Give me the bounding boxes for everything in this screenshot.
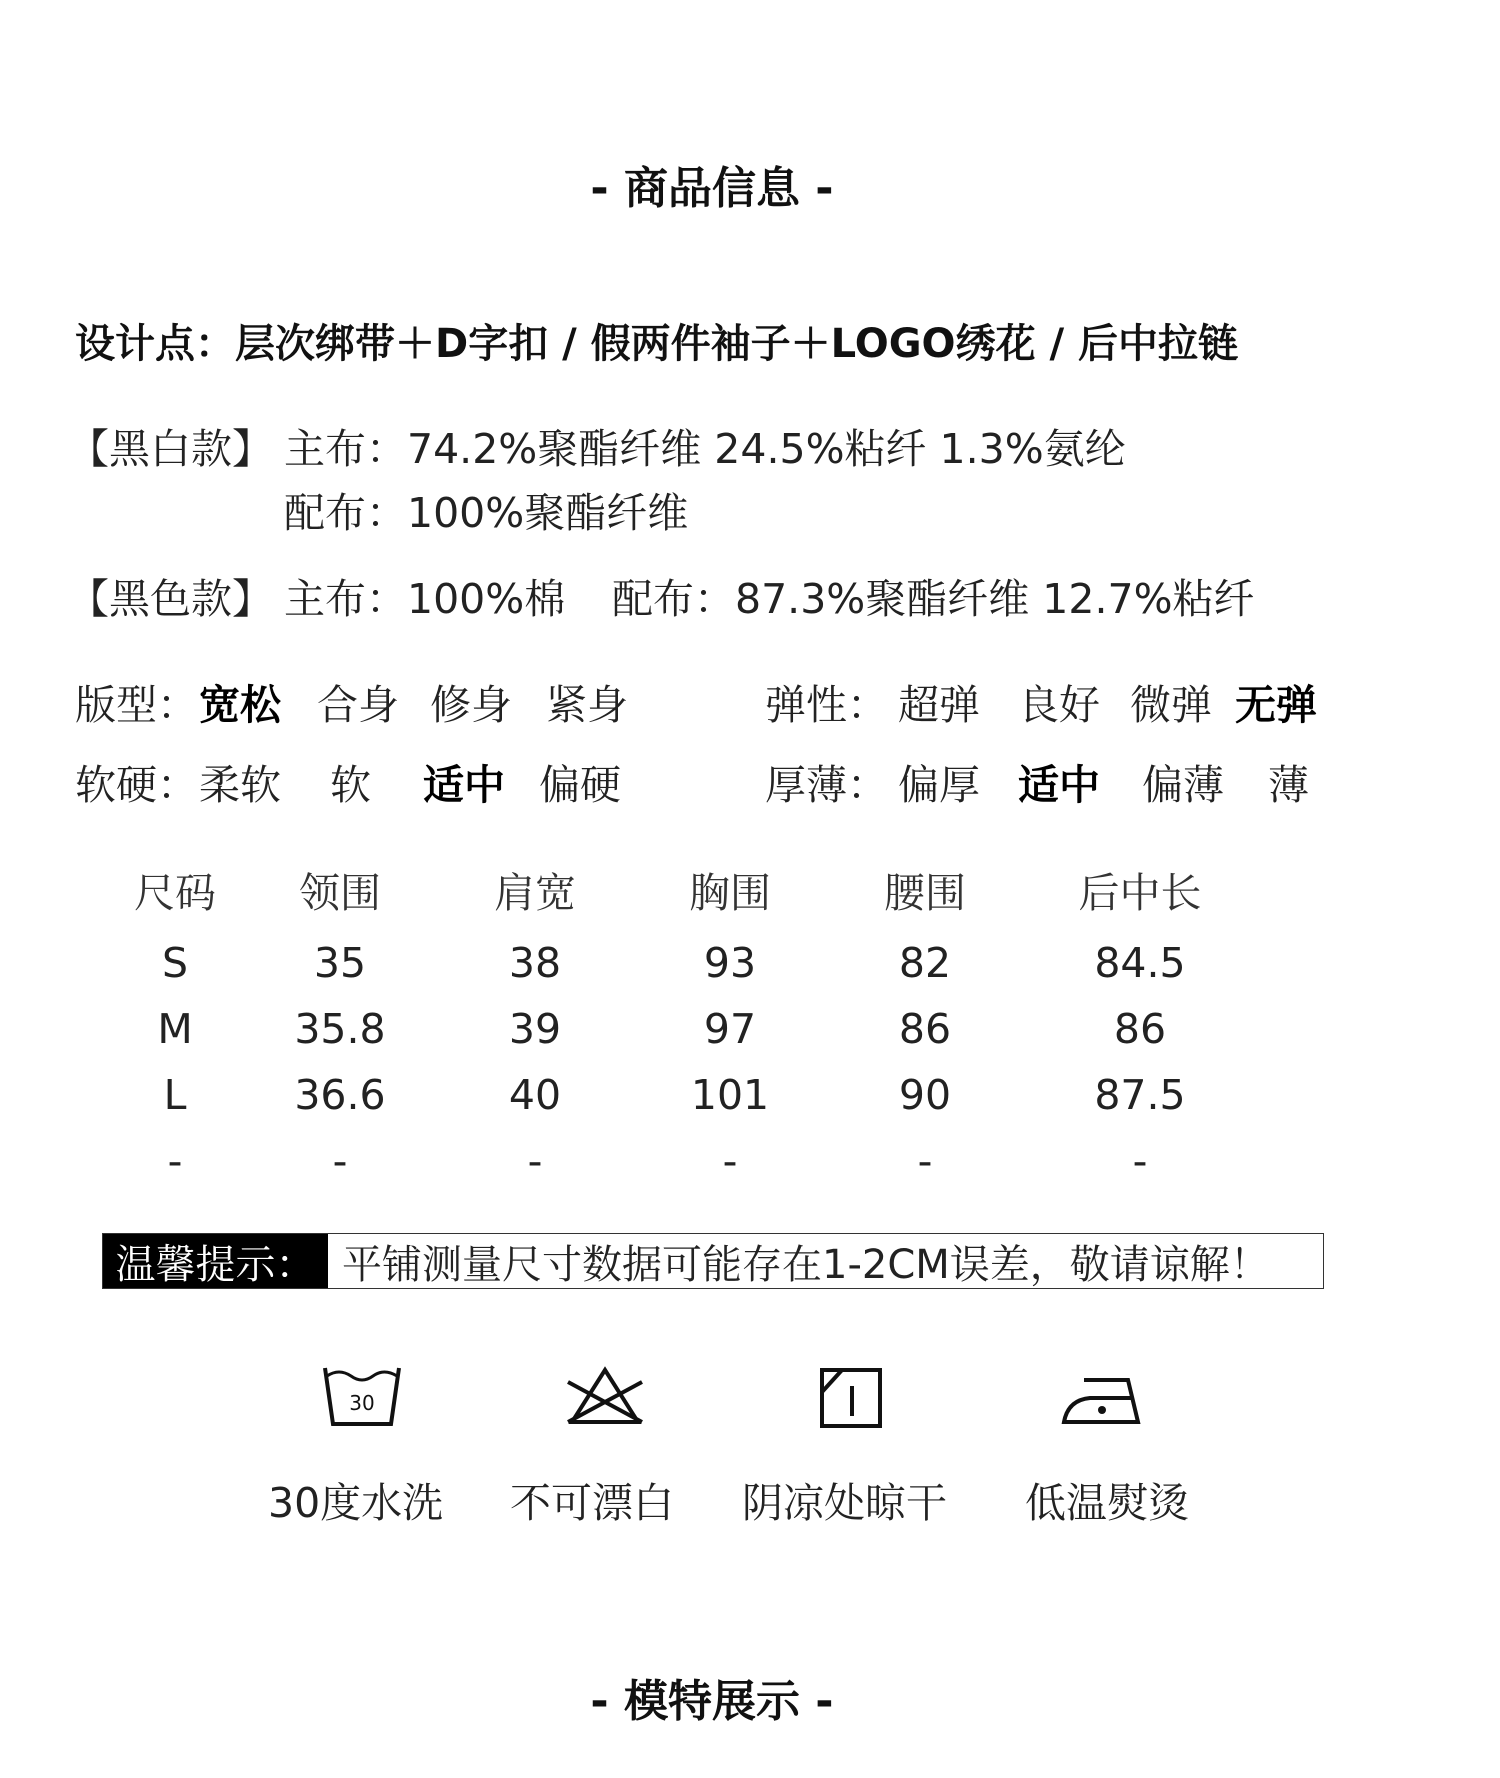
fit-option-tight: 紧身 [546,681,628,729]
cell: 35 [313,939,367,987]
size-table-header [110,848,1260,930]
cell: - [527,1137,543,1185]
cell: 101 [690,1071,770,1119]
cell: - [167,1137,183,1185]
thickness-option-medium: 适中 [1018,761,1100,809]
cell: 36.6 [294,1071,386,1119]
cell: - [722,1137,738,1185]
header-neck: 领围 [299,868,381,917]
cell: 90 [898,1071,952,1119]
elasticity-label: 弹性： [765,681,888,729]
fabric-black-sub: 配布：87.3%聚酯纤维 12.7%粘纤 [612,575,1255,623]
no-bleach-icon [560,1358,650,1438]
cell: - [332,1137,348,1185]
cell: - [1132,1137,1148,1185]
cell: 35.8 [294,1005,386,1053]
elasticity-option-slight: 微弹 [1130,681,1212,729]
tip-label: 温馨提示： [103,1234,328,1288]
iron-low-icon [1058,1358,1148,1438]
cell: 84.5 [1094,939,1186,987]
cell: 87.5 [1094,1071,1186,1119]
property-row-2 [75,752,1435,808]
table-row [110,996,1260,1062]
design-points: 设计点：层次绑带＋D字扣 / 假两件袖子＋LOGO绣花 / 后中拉链 [75,321,1239,367]
header-chest: 胸围 [689,868,771,917]
cell: 39 [508,1005,562,1053]
care-label-no-bleach: 不可漂白 [510,1479,674,1527]
softness-option-soft: 软 [330,761,371,809]
cell: 82 [898,939,952,987]
care-label-dry-shade: 阴凉处晾干 [742,1479,947,1527]
softness-option-very-soft: 柔软 [199,761,281,809]
fit-option-slim: 修身 [430,681,512,729]
tip-text: 平铺测量尺寸数据可能存在1-2CM误差，敬请谅解！ [342,1241,1270,1288]
table-row [110,1128,1260,1194]
thickness-option-thick: 偏厚 [898,761,980,809]
fit-option-regular: 合身 [317,681,399,729]
cell: L [163,1071,187,1119]
table-row [110,930,1260,996]
header-waist: 腰围 [884,868,966,917]
dry-in-shade-icon [808,1358,898,1438]
wash-temp: 30 [349,1391,375,1415]
fit-label: 版型： [75,681,198,729]
elasticity-option-super: 超弹 [898,681,980,729]
cell: 97 [703,1005,757,1053]
measurement-tip [102,1233,1324,1289]
header-back-length: 后中长 [1078,868,1202,917]
header-size: 尺码 [134,868,216,917]
section-title-model-show: - 模特展示 - [590,1676,834,1727]
cell: 40 [508,1071,562,1119]
care-label-iron: 低温熨烫 [1025,1479,1189,1527]
cell: 86 [1113,1005,1167,1053]
softness-option-medium: 适中 [423,761,505,809]
wash-30-icon [317,1358,407,1438]
header-shoulder: 肩宽 [494,868,576,917]
care-label-wash: 30度水洗 [268,1479,444,1527]
size-table [110,848,1260,1194]
thickness-option-very-thin: 薄 [1268,761,1309,809]
thickness-option-thin: 偏薄 [1142,761,1224,809]
cell: 93 [703,939,757,987]
cell: S [161,939,189,987]
fabric-black-main: 主布：100%棉 [284,575,566,623]
softness-label: 软硬： [75,761,198,809]
elasticity-option-good: 良好 [1018,681,1100,729]
fabric-bw-sub: 配布：100%聚酯纤维 [284,489,689,537]
section-title-product-info: - 商品信息 - [590,163,834,214]
elasticity-option-none: 无弹 [1235,681,1317,729]
thickness-label: 厚薄： [765,761,888,809]
fabric-bw-main: 主布：74.2%聚酯纤维 24.5%粘纤 1.3%氨纶 [284,425,1126,473]
table-row [110,1062,1260,1128]
fabric-bw-tag: 【黑白款】 [68,425,273,473]
cell: 38 [508,939,562,987]
cell: M [157,1005,193,1053]
softness-option-hard: 偏硬 [539,761,621,809]
property-row-1 [75,672,1435,728]
fit-option-loose: 宽松 [199,681,281,729]
cell: 86 [898,1005,952,1053]
fabric-black-tag: 【黑色款】 [68,575,273,623]
cell: - [917,1137,933,1185]
